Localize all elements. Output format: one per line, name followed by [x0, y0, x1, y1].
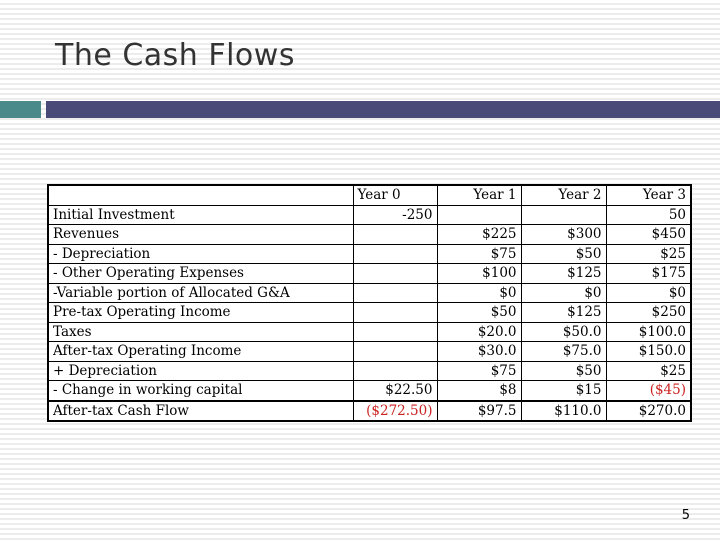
row-label: Initial Investment [48, 205, 353, 225]
cell-year-0: $22.50 [353, 381, 437, 401]
cell-year-1: $0 [437, 283, 521, 303]
cell-year-1: $100 [437, 264, 521, 284]
cell-year-1: $75 [437, 244, 521, 264]
row-label: - Depreciation [48, 244, 353, 264]
table-row [48, 342, 691, 362]
cell-year-0: -250 [353, 205, 437, 225]
cell-year-3: $175 [606, 264, 691, 284]
cell-year-3: $100.0 [606, 322, 691, 342]
row-label: + Depreciation [48, 361, 353, 381]
cell-year-2: $75.0 [521, 342, 606, 362]
cell-year-1 [437, 205, 521, 225]
table-row [48, 283, 691, 303]
row-label: Revenues [48, 225, 353, 245]
table-row [48, 244, 691, 264]
table-row [48, 381, 691, 401]
header-cell-year-3: Year 3 [606, 185, 691, 205]
cell-year-3: $270.0 [606, 401, 691, 422]
cell-year-3: $450 [606, 225, 691, 245]
row-label: - Change in working capital [48, 381, 353, 401]
row-label: After-tax Cash Flow [48, 401, 353, 422]
cell-year-2: $125 [521, 264, 606, 284]
header-cell-year-0: Year 0 [353, 185, 437, 205]
cell-year-0 [353, 303, 437, 323]
cell-year-1: $75 [437, 361, 521, 381]
header-cell-label [48, 185, 353, 205]
cell-year-3: $0 [606, 283, 691, 303]
row-label: Pre-tax Operating Income [48, 303, 353, 323]
cell-year-0 [353, 342, 437, 362]
slide-title: The Cash Flows [55, 38, 295, 73]
row-label: -Variable portion of Allocated G&A [48, 283, 353, 303]
cell-year-0 [353, 264, 437, 284]
accent-bar-left [0, 101, 41, 118]
cell-year-0 [353, 361, 437, 381]
cell-year-0 [353, 322, 437, 342]
cell-year-0 [353, 244, 437, 264]
row-label: - Other Operating Expenses [48, 264, 353, 284]
cell-year-1: $30.0 [437, 342, 521, 362]
cash-flow-table [47, 184, 692, 422]
cell-year-0 [353, 283, 437, 303]
cell-year-2: $50 [521, 361, 606, 381]
cell-year-3: $250 [606, 303, 691, 323]
cell-year-3: $25 [606, 361, 691, 381]
table-row [48, 205, 691, 225]
cell-year-3: $150.0 [606, 342, 691, 362]
cell-year-0 [353, 225, 437, 245]
table-header-row [48, 185, 691, 205]
cell-year-1: $225 [437, 225, 521, 245]
row-label: After-tax Operating Income [48, 342, 353, 362]
cell-year-2: $125 [521, 303, 606, 323]
cell-year-3: $25 [606, 244, 691, 264]
cell-year-1: $20.0 [437, 322, 521, 342]
cell-year-2: $0 [521, 283, 606, 303]
cell-year-2: $15 [521, 381, 606, 401]
cell-year-2: $110.0 [521, 401, 606, 422]
cell-year-2: $50.0 [521, 322, 606, 342]
cell-year-2: $50 [521, 244, 606, 264]
table-row [48, 225, 691, 245]
table-row-total [48, 401, 691, 422]
cell-year-2: $300 [521, 225, 606, 245]
accent-bar-right [46, 101, 720, 118]
cell-year-1: $8 [437, 381, 521, 401]
cell-year-1: $97.5 [437, 401, 521, 422]
cell-year-0-negative: ($272.50) [353, 401, 437, 422]
row-label: Taxes [48, 322, 353, 342]
header-cell-year-2: Year 2 [521, 185, 606, 205]
cell-year-3-negative: ($45) [606, 381, 691, 401]
table-row [48, 264, 691, 284]
table-row [48, 322, 691, 342]
table-row [48, 303, 691, 323]
header-cell-year-1: Year 1 [437, 185, 521, 205]
page-number: 5 [681, 508, 690, 523]
cell-year-2 [521, 205, 606, 225]
cell-year-3: 50 [606, 205, 691, 225]
table-row [48, 361, 691, 381]
cell-year-1: $50 [437, 303, 521, 323]
